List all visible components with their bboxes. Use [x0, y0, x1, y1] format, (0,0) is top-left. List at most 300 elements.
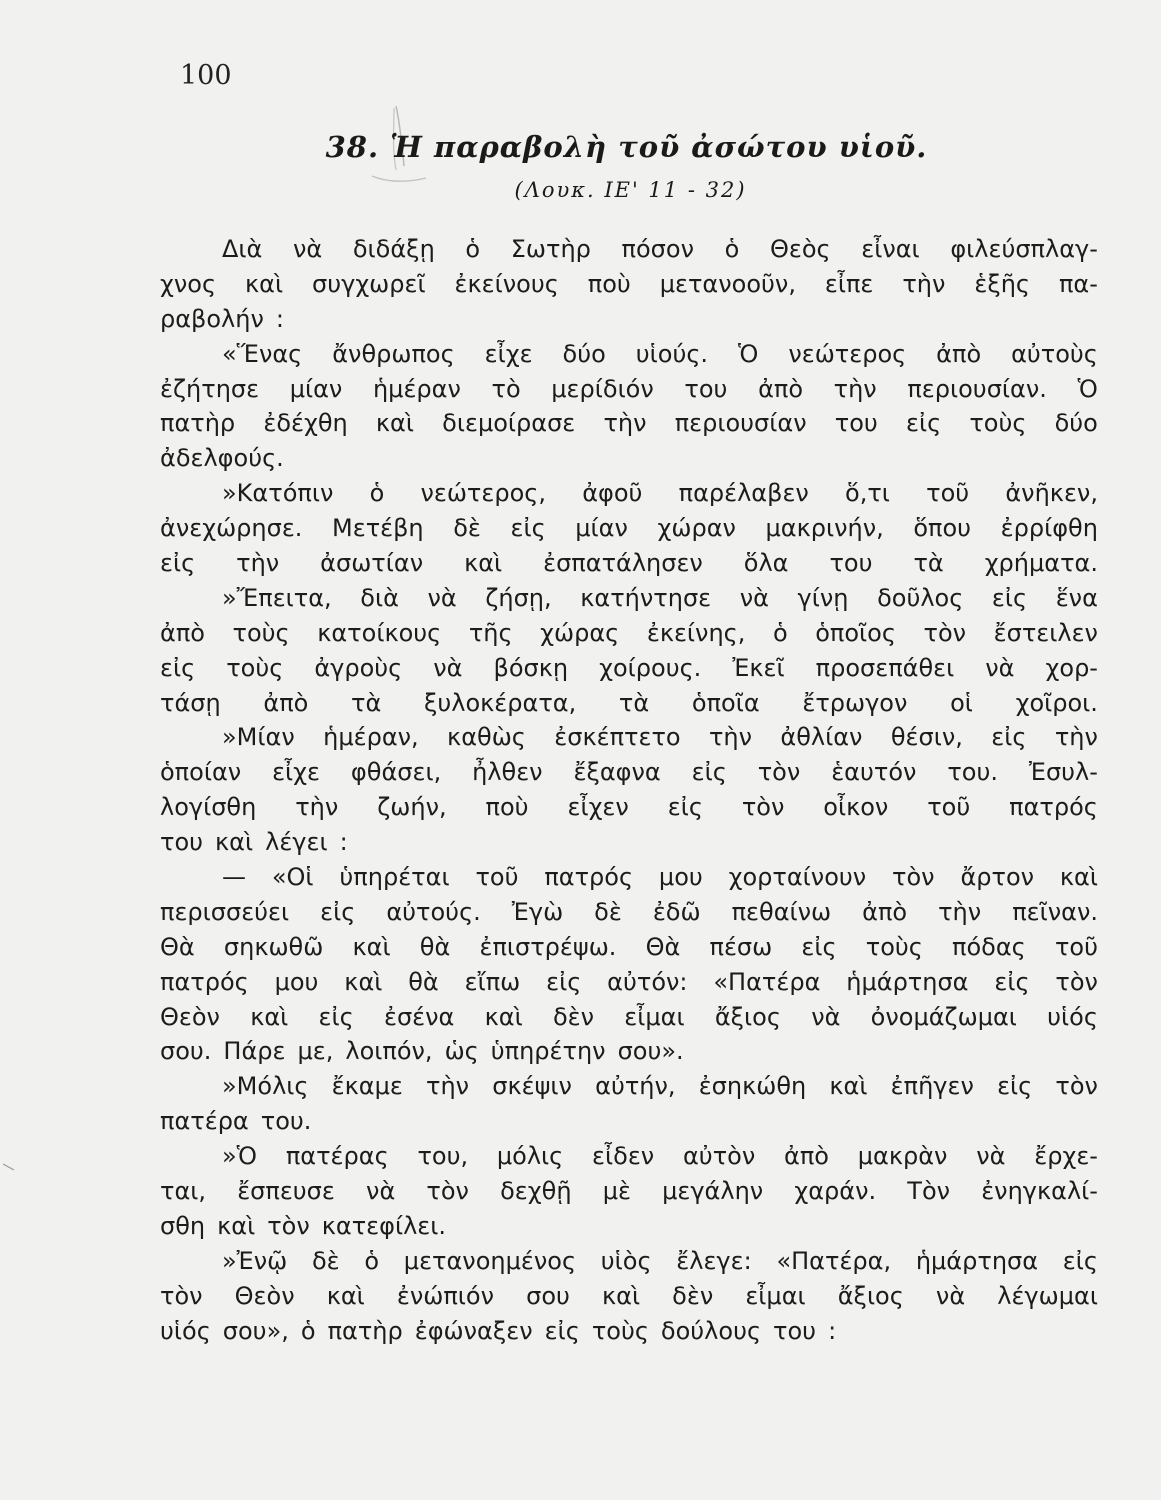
word: καὶ: [244, 269, 284, 298]
word: καὶ: [352, 932, 391, 961]
text-line: [160, 1104, 1098, 1139]
word: σθη: [160, 1211, 206, 1240]
word: ἕνα: [1055, 583, 1098, 612]
word: χνος: [160, 269, 217, 298]
word: ἔκαμε: [331, 1072, 403, 1101]
word: δύο: [562, 339, 606, 368]
word: χορταίνουν: [728, 863, 867, 892]
word: τοὺς: [591, 1316, 649, 1345]
word: τοὺς: [226, 653, 284, 682]
word: σου: [526, 1281, 570, 1310]
word: καὶ: [344, 967, 383, 996]
word: καὶ: [326, 1281, 365, 1310]
word: δούλους: [660, 1316, 762, 1345]
word: ἄξιος: [714, 1002, 781, 1031]
word: ἐπῆγεν: [890, 1072, 974, 1101]
word: καὶ: [217, 1211, 256, 1240]
word: ἄνθρωπος: [332, 339, 455, 368]
word: του: [829, 549, 873, 578]
text-line: [160, 1279, 1098, 1314]
word: »Ἔπειτα,: [222, 583, 332, 612]
word: του.: [260, 1107, 312, 1136]
text-line: [160, 302, 1098, 337]
word: δὲν: [672, 1281, 714, 1310]
word: δοῦλος: [877, 583, 964, 612]
word: «Ἕνας: [222, 339, 303, 368]
word: εἰς: [997, 1072, 1033, 1101]
word: καὶ: [250, 1002, 289, 1031]
text-line: [160, 895, 1098, 930]
text-line: [160, 406, 1098, 441]
text-line: [160, 790, 1098, 825]
word: δὲ: [594, 897, 622, 926]
word: εἰς: [991, 583, 1028, 612]
word: ὅπου: [913, 514, 972, 543]
word: ὁποῖος: [815, 618, 896, 647]
word: μου: [274, 967, 319, 996]
word: πόδας: [952, 932, 1026, 961]
word: μεγάλην: [662, 1177, 764, 1206]
word: Ἐγὼ: [511, 897, 564, 926]
text-line: [160, 372, 1098, 407]
word: χορ-: [1045, 653, 1098, 682]
chapter-title: 38. Ἡ παραβολὴ τοῦ ἀσώτου υἱοῦ.: [325, 130, 928, 164]
word: ἀπὸ: [936, 339, 982, 368]
word: ξυλοκέρατα,: [424, 688, 577, 717]
word: ἐζήτησε: [160, 374, 260, 403]
word: ἀφοῦ: [582, 479, 643, 508]
word: ἡμάρτησα: [915, 1246, 1039, 1275]
word: καὶ: [601, 1281, 641, 1310]
word: τὰ: [618, 688, 650, 717]
word: Ἐκεῖ: [732, 653, 785, 682]
word: κατοίκους: [317, 618, 442, 647]
word: νὰ: [739, 583, 769, 612]
word: γίνῃ: [797, 583, 849, 612]
word: ἔτρωγον: [802, 688, 908, 717]
word: »Ὁ: [222, 1142, 258, 1171]
text-line: [160, 1209, 1098, 1244]
word: ἐσηκώθη: [698, 1072, 807, 1101]
word: πατρός: [544, 863, 634, 892]
text-line: [160, 1069, 1098, 1104]
word: τὴν: [833, 374, 877, 403]
word: ἐκείνους: [454, 269, 559, 298]
word: ἐδέχθη: [263, 409, 348, 438]
page-number: 100: [180, 60, 232, 91]
text-line: [160, 476, 1098, 511]
word: χώρας: [540, 618, 620, 647]
word: νὰ: [985, 653, 1015, 682]
word: τοῦ: [926, 479, 970, 508]
word: πατέρας: [285, 1142, 389, 1171]
word: μου: [658, 863, 703, 892]
word: αὐτήν,: [595, 1072, 676, 1101]
word: ὁποῖα: [691, 688, 760, 717]
word: ἔρχε-: [1034, 1142, 1098, 1171]
text-line: [160, 860, 1098, 895]
word: του,: [417, 1142, 469, 1171]
word: ἐκείνης,: [646, 618, 746, 647]
word: ἡμάρτησα: [846, 967, 969, 996]
word: ἀδελφούς.: [160, 444, 284, 473]
word: τοῦ: [475, 863, 519, 892]
word: λέγει: [265, 828, 328, 857]
word: εἰς: [994, 967, 1030, 996]
word: τοῦ: [927, 793, 971, 822]
word: ποὺ: [485, 793, 529, 822]
word: υἱὸς: [600, 1246, 652, 1275]
word: νὰ: [976, 1142, 1006, 1171]
word: :: [828, 1316, 837, 1345]
word: δεχθῇ: [500, 1177, 572, 1206]
word: Θὰ: [160, 932, 195, 961]
word: τὴν: [295, 793, 339, 822]
word: πατὴρ: [160, 409, 236, 438]
word: ὁ: [364, 1246, 380, 1275]
word: «Πατέρα: [713, 967, 821, 996]
word: ἀγροὺς: [314, 653, 403, 682]
word: περισσεύει: [160, 897, 290, 926]
word: εἰς: [905, 409, 942, 438]
word: τὸν: [267, 1211, 310, 1240]
word: τὰ: [913, 549, 944, 578]
word: αὐτοὺς: [1011, 339, 1098, 368]
word: νεώτερος: [788, 339, 907, 368]
word: ὁ: [369, 479, 385, 508]
word: τὸν: [892, 863, 935, 892]
word: ἐσπατάλησεν: [543, 549, 703, 578]
word: βόσκῃ: [493, 653, 569, 682]
chapter-reference: (Λουκ. ΙΕ' 11 - 32): [514, 178, 747, 202]
word: ὁποίαν: [160, 758, 242, 787]
word: χαράν.: [794, 1177, 877, 1206]
word: Θὰ: [645, 932, 681, 961]
word: τὴν: [426, 1072, 470, 1101]
word: πατρός: [1009, 793, 1098, 822]
word: ἀπὸ: [784, 1142, 829, 1171]
word: μίαν: [289, 374, 343, 403]
text-line: [160, 965, 1098, 1000]
word: μακρινήν,: [765, 514, 884, 543]
word: πεθαίνω: [731, 897, 832, 926]
word: —: [222, 863, 246, 892]
word: παρέλαβεν: [678, 479, 809, 508]
word: Ὁ: [738, 339, 759, 368]
word: ὁ: [772, 618, 788, 647]
word: μόλις: [496, 1142, 564, 1171]
word: ἐσένα: [383, 1002, 455, 1031]
word: εἶπε: [824, 269, 874, 298]
word: »Μόλις: [222, 1072, 309, 1101]
word: ἡμέραν: [372, 374, 461, 403]
word: του: [684, 374, 728, 403]
word: πέσω: [709, 932, 773, 961]
word: αὐτὸν: [682, 1142, 756, 1171]
text-line: [160, 1000, 1098, 1035]
word: Ὁ: [1077, 374, 1098, 403]
word: τὴν: [938, 897, 982, 926]
text-line: [160, 825, 1098, 860]
word: χοίρους.: [599, 653, 702, 682]
word: καὶ: [1059, 863, 1098, 892]
word: ὑπηρέται: [339, 863, 450, 892]
text-line: [160, 1244, 1098, 1279]
word: τὴν: [603, 409, 647, 438]
text-line: [160, 1174, 1098, 1209]
word: προσεπάθει: [815, 653, 955, 682]
word: εἰς: [160, 653, 196, 682]
word: τὴν: [236, 549, 280, 578]
word: εἶχε: [272, 758, 321, 787]
word: δὲ: [453, 514, 481, 543]
word: μὲ: [602, 1177, 631, 1206]
word: κατεφίλει.: [321, 1211, 447, 1240]
word: ὅλα: [743, 549, 789, 578]
word: ὁ: [465, 235, 481, 263]
word: του: [834, 409, 878, 438]
word: διδάξῃ: [352, 235, 435, 263]
word: ἄξιος: [837, 1281, 904, 1310]
word: εἶμαι: [624, 1002, 685, 1031]
word: Σωτὴρ: [510, 235, 591, 263]
word: νὰ: [811, 1002, 841, 1031]
word: ὡς: [444, 1037, 479, 1066]
word: νὰ: [293, 235, 323, 263]
word: τοὺς: [865, 932, 923, 961]
text-line: [160, 1314, 1098, 1349]
word: εἰς: [320, 897, 356, 926]
word: τὴν: [902, 269, 946, 298]
word: ἀθλίαν: [780, 723, 863, 752]
word: τὸν: [160, 1281, 203, 1310]
word: λοιπόν,: [345, 1037, 433, 1066]
word: εἶναι: [861, 235, 920, 263]
word: πατὴρ: [327, 1316, 403, 1345]
word: σου.: [160, 1037, 212, 1066]
word: Πάρε: [223, 1037, 286, 1066]
word: συγχωρεῖ: [312, 269, 426, 298]
word: τὸν: [1055, 967, 1098, 996]
word: ἄρτον: [960, 863, 1035, 892]
word: χρήματα.: [984, 549, 1098, 578]
word: ἐδῶ: [652, 897, 701, 926]
word: νὰ: [427, 583, 457, 612]
word: Τὸν: [907, 1177, 951, 1206]
word: ἐρρίφθη: [1000, 514, 1098, 543]
word: περιουσίαν: [674, 409, 807, 438]
word: εἶχε: [484, 339, 533, 368]
word: εἰς: [991, 723, 1027, 752]
margin-mark: [2, 1160, 16, 1174]
word: ἀσωτίαν: [320, 549, 424, 578]
word: λογίσθη: [160, 793, 257, 822]
word: νὰ: [935, 1281, 966, 1310]
word: ἀπὸ: [862, 897, 908, 926]
text-line: [160, 755, 1098, 790]
text-line: [160, 232, 1098, 267]
word: τὸν: [426, 1177, 469, 1206]
word: «Οἱ: [271, 863, 314, 892]
text-line: [160, 1034, 1098, 1069]
word: υἱός: [1047, 1002, 1098, 1031]
word: τοὺς: [969, 409, 1027, 438]
word: σου».: [617, 1037, 684, 1066]
text-line: [160, 546, 1098, 581]
word: καὶ: [215, 828, 254, 857]
word: εἰς: [691, 758, 727, 787]
word: τὸν: [757, 758, 801, 787]
word: δὲν: [552, 1002, 595, 1031]
word: νὰ: [366, 1177, 396, 1206]
word: εἶχεν: [567, 793, 629, 822]
word: τὸν: [923, 618, 967, 647]
word: ὑπηρέτην: [490, 1037, 606, 1066]
word: κατήντησε: [580, 583, 712, 612]
word: δὲ: [311, 1246, 340, 1275]
word: πα-: [1058, 269, 1098, 298]
text-line: [160, 581, 1098, 616]
word: εἰς: [160, 549, 196, 578]
word: τὰ: [351, 688, 382, 717]
text-line: [160, 441, 1098, 476]
word: τοῦ: [1054, 932, 1098, 961]
word: τάσῃ: [160, 688, 221, 717]
text-line: [160, 1139, 1098, 1174]
word: ἔξαφνα: [573, 758, 661, 787]
word: δύο: [1054, 409, 1098, 438]
word: καὶ: [375, 409, 414, 438]
word: ἔλεγε:: [676, 1246, 752, 1275]
word: ται,: [160, 1177, 207, 1206]
word: ἐνώπιόν: [396, 1281, 495, 1310]
word: ἐσκέπτετο: [554, 723, 681, 752]
word: φιλεύσπλαγ-: [950, 235, 1098, 263]
word: του: [160, 828, 204, 857]
word: αὐτόν:: [607, 967, 688, 996]
word: ἐνηγκαλί-: [981, 1177, 1098, 1206]
word: λέγωμαι: [997, 1281, 1098, 1310]
text-line: [160, 616, 1098, 651]
word: ἐπιστρέψω.: [479, 932, 617, 961]
word: ἑξῆς: [974, 269, 1031, 298]
word: τοὺς: [232, 618, 290, 647]
word: πατέρα: [160, 1107, 249, 1136]
text-line: [160, 651, 1098, 686]
word: εἶμαι: [745, 1281, 806, 1310]
word: »Μίαν: [222, 723, 295, 752]
word: εἰς: [510, 514, 546, 543]
word: τὸν: [1055, 1072, 1098, 1101]
word: ἦλθεν: [472, 758, 543, 787]
word: ἀπὸ: [160, 618, 205, 647]
word: εἰς: [1062, 1246, 1098, 1275]
word: ἑαυτόν: [831, 758, 917, 787]
word: ραβολήν: [160, 304, 264, 333]
word: υἱούς.: [635, 339, 709, 368]
word: του: [773, 1316, 817, 1345]
body-text: [160, 232, 1098, 1349]
word: χώραν: [657, 514, 736, 543]
word: ζωήν,: [377, 793, 447, 822]
word: ποὺ: [587, 269, 631, 298]
word: »Ἐνῷ: [222, 1246, 288, 1275]
word: ἀνεχώρησε.: [160, 514, 303, 543]
word: νεώτερος,: [420, 479, 546, 508]
word: σηκωθῶ: [223, 932, 324, 961]
text-line: [160, 720, 1098, 755]
word: εἴπω: [464, 967, 521, 996]
word: ἀπὸ: [758, 374, 804, 403]
word: μετανοοῦν,: [659, 269, 796, 298]
word: ἀνῆκεν,: [1005, 479, 1098, 508]
word: μετανοημένος: [403, 1246, 577, 1275]
word: καὶ: [484, 1002, 523, 1031]
word: »Κατόπιν: [222, 479, 334, 508]
word: περιουσίαν.: [907, 374, 1047, 403]
word: πατρός: [160, 967, 249, 996]
word: μίαν: [575, 514, 628, 543]
word: οἶκον: [823, 793, 889, 822]
word: υἱός: [160, 1316, 211, 1345]
word: Θεὸν: [234, 1281, 295, 1310]
word: εἰς: [546, 967, 582, 996]
word: ἀπὸ: [263, 688, 309, 717]
word: σκέψιν: [492, 1072, 572, 1101]
text-line: [160, 686, 1098, 721]
word: σου»,: [222, 1316, 289, 1345]
word: τὸν: [741, 793, 785, 822]
word: ὁ: [724, 235, 740, 263]
word: χοῖροι.: [1015, 688, 1098, 717]
word: καθὼς: [447, 723, 526, 752]
word: Θεὸς: [769, 235, 831, 263]
word: Θεὸν: [160, 1002, 220, 1031]
word: εἰς: [801, 932, 837, 961]
text-line: [160, 930, 1098, 965]
word: ζήσῃ,: [485, 583, 552, 612]
word: εἰς: [544, 1316, 580, 1345]
word: εἰς: [318, 1002, 354, 1031]
word: του.: [947, 758, 998, 787]
word: μακρὰν: [857, 1142, 948, 1171]
word: εἰς: [667, 793, 703, 822]
word: :: [339, 828, 348, 857]
word: καὶ: [829, 1072, 868, 1101]
word: νὰ: [433, 653, 463, 682]
word: Ἐσυλ-: [1028, 758, 1098, 787]
word: θὰ: [408, 967, 439, 996]
word: πεῖναν.: [1012, 897, 1098, 926]
word: καὶ: [464, 549, 503, 578]
word: ὀνομάζωμαι: [870, 1002, 1017, 1031]
text-line: [160, 511, 1098, 546]
word: τῆς: [468, 618, 513, 647]
text-line: [160, 267, 1098, 302]
word: ὅ,τι: [845, 479, 890, 508]
word: ἡμέραν,: [323, 723, 419, 752]
word: τὸ: [491, 374, 521, 403]
word: με,: [297, 1037, 334, 1066]
word: ἔστειλεν: [993, 618, 1098, 647]
word: μερίδιόν: [551, 374, 654, 403]
word: ὁ: [300, 1316, 316, 1345]
word: Μετέβη: [332, 514, 424, 543]
word: αὐτούς.: [386, 897, 481, 926]
word: ἔσπευσε: [237, 1177, 335, 1206]
word: φθάσει,: [350, 758, 442, 787]
word: τὴν: [708, 723, 753, 752]
